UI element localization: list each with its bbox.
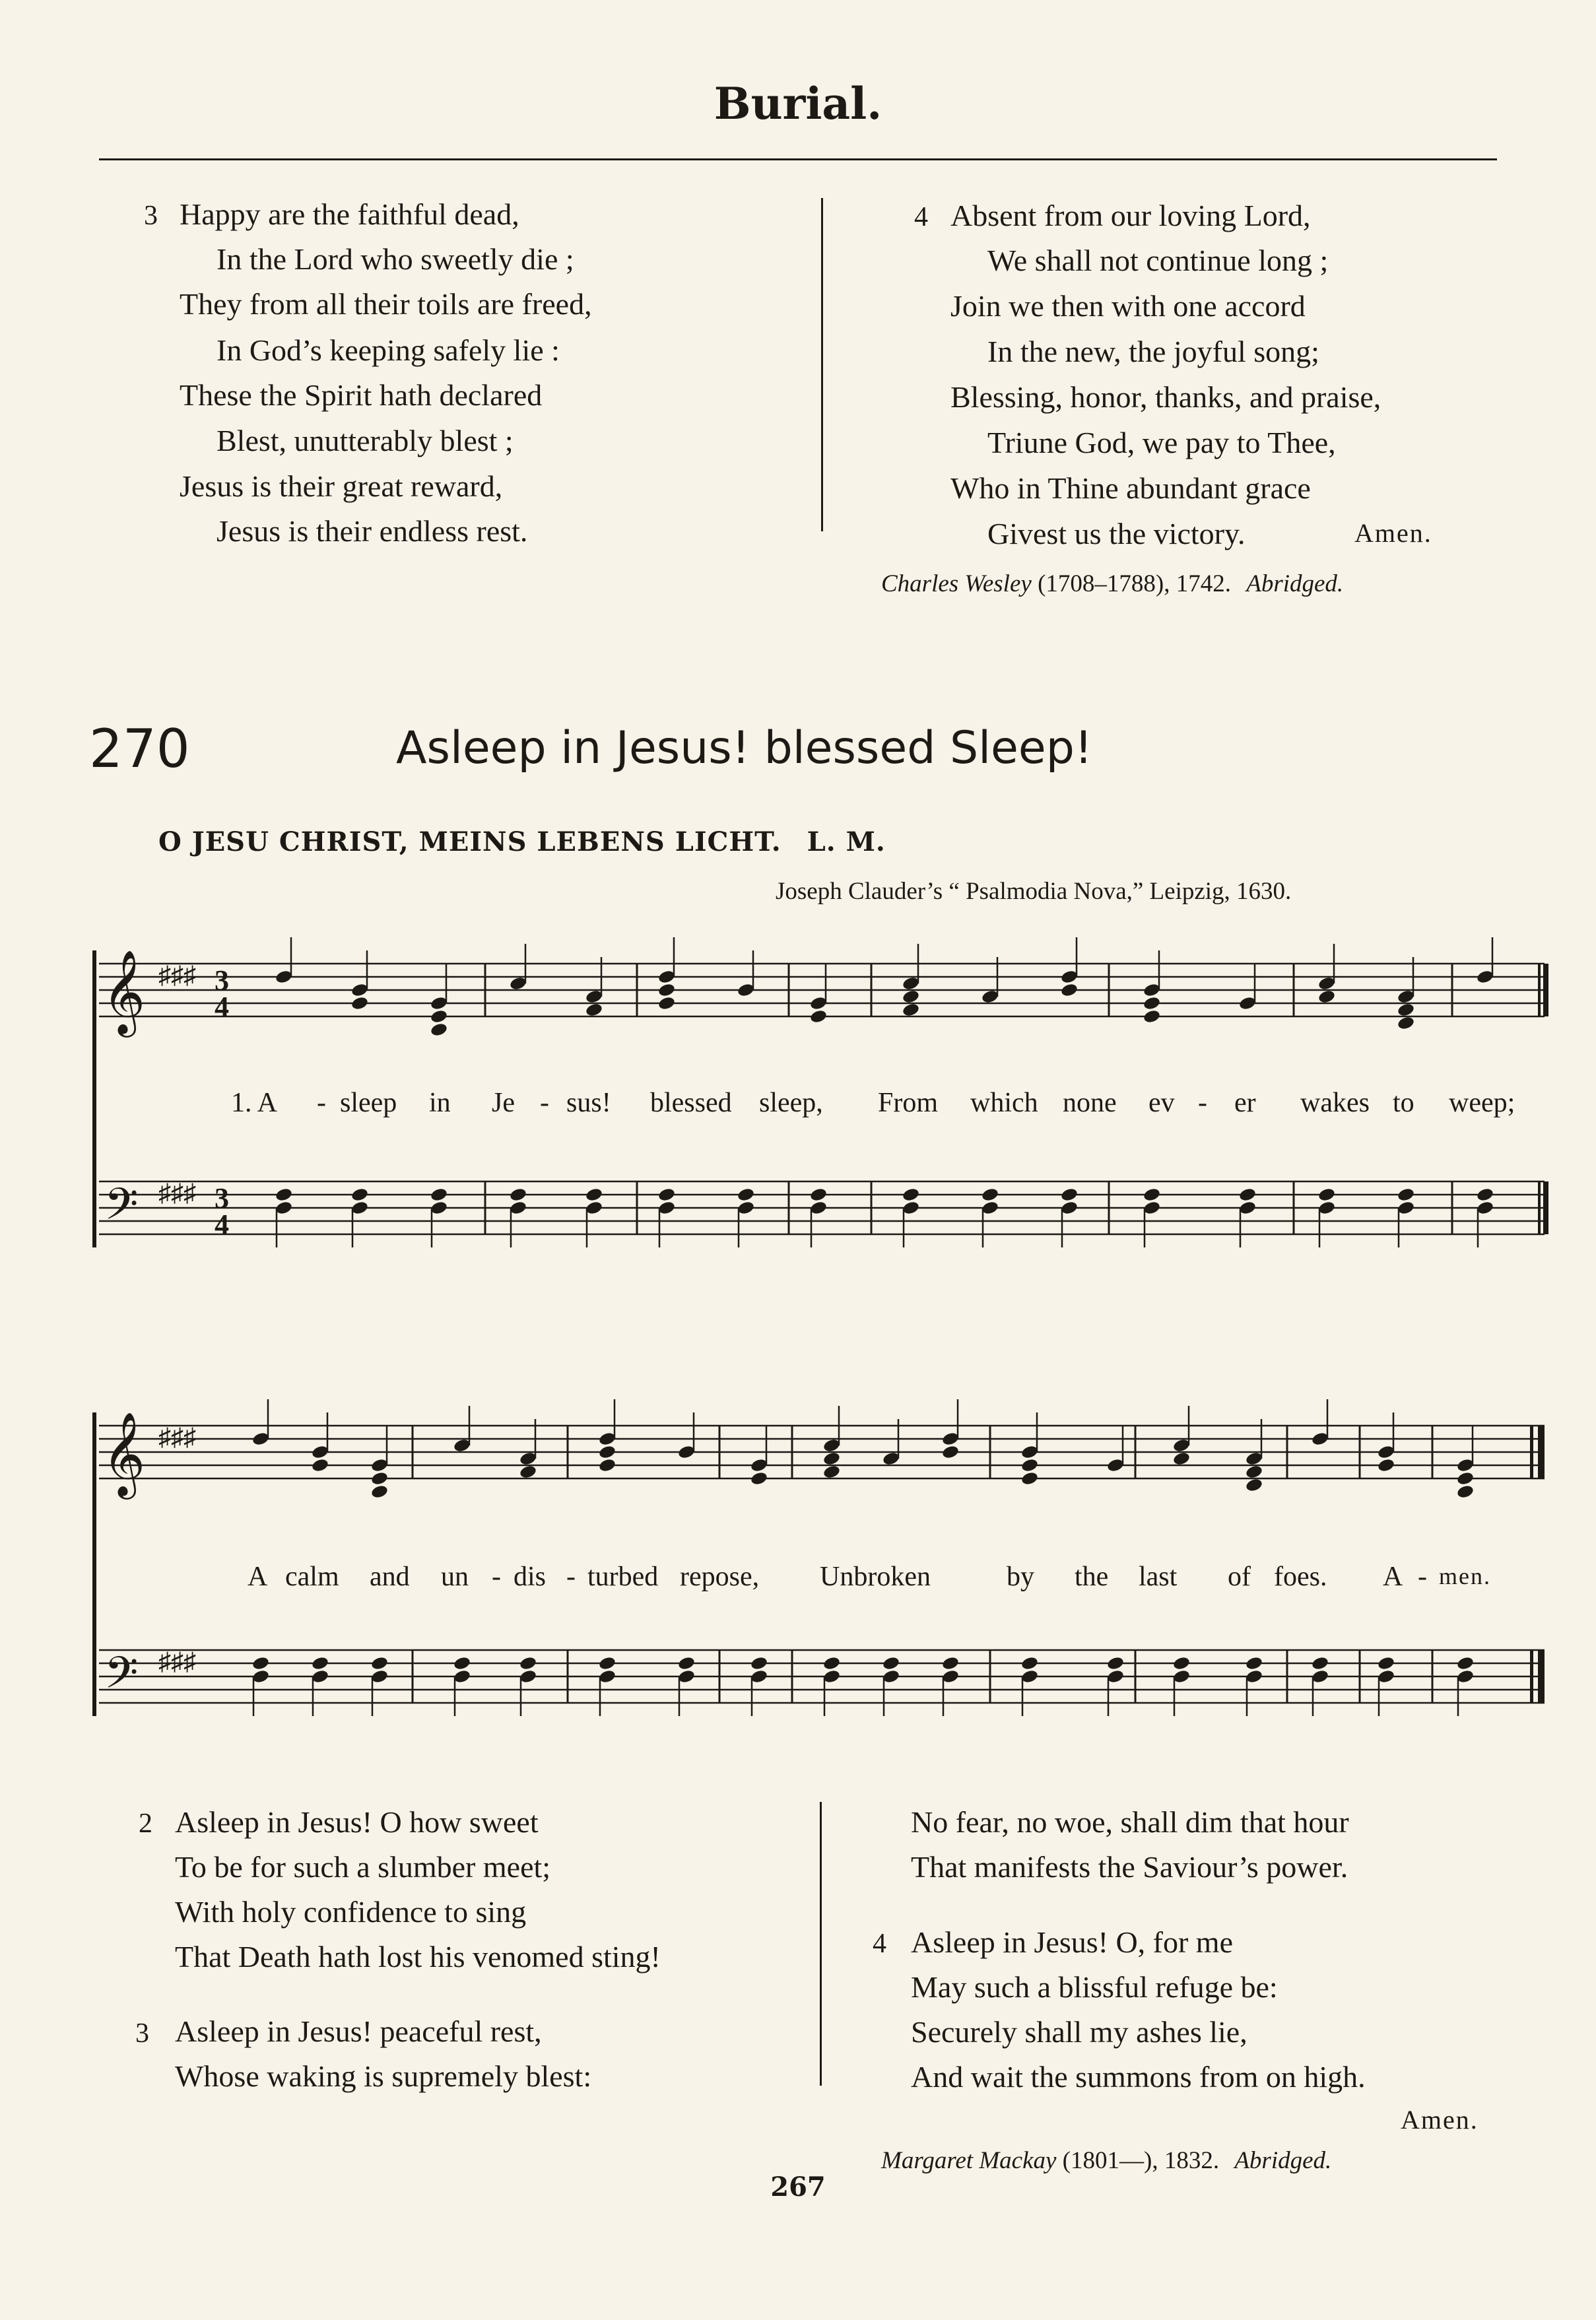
lyric-syllable: - [540,1088,549,1118]
lyric-syllable: sleep [340,1088,397,1118]
verse-line: We shall not continue long ; [987,244,1329,277]
verse-number: 2 [139,1808,152,1839]
verse-number: 3 [135,2018,149,2049]
verse-line: May such a blissful refuge be: [911,1970,1278,2004]
lyric-syllable: by [1007,1562,1034,1592]
note-head [822,1464,841,1479]
key-signature-treble: ♯♯♯ [158,962,196,989]
note-head [275,1187,293,1202]
lyric-syllable: 1. A [231,1088,278,1118]
note-head [598,1444,616,1459]
note-head [1317,1187,1336,1202]
note-head [1397,1002,1415,1017]
note-head [809,1187,828,1202]
note-head [350,1187,369,1202]
lyric-syllable: weep; [1449,1088,1515,1118]
lyric-syllable: the [1075,1562,1109,1592]
lyric-syllable: and [370,1562,410,1592]
verse-line: Asleep in Jesus! O, for me [911,1925,1234,1959]
verse-line: That Death hath lost his venomed sting! [175,1940,661,1973]
lyric-syllable: calm [285,1562,339,1592]
verse-line: And wait the summons from on high. [911,2060,1366,2094]
hymn-number: 270 [89,718,190,779]
note-head [1311,1655,1329,1671]
note-head [657,995,676,1011]
lyric-syllable: - [1418,1562,1427,1592]
note-head [902,989,920,1004]
verse-line: Triune God, we pay to Thee, [987,426,1336,459]
author-name: Margaret Mackay [881,2147,1057,2174]
note-head [1245,1464,1263,1479]
lyric-syllable: of [1228,1562,1251,1592]
note-head [750,1471,768,1486]
note-head [430,1009,448,1024]
note-head [509,1187,527,1202]
author-name: Charles Wesley [881,570,1032,597]
note-head [1476,1187,1494,1202]
note-head [1456,1484,1475,1499]
verse-line: Join we then with one accord [950,289,1306,323]
note-head [370,1655,389,1671]
verse-line: Happy are the faithful dead, [180,197,519,231]
lyric-syllable: - [566,1562,576,1592]
time-signature-bass: 3 [215,1182,229,1214]
note-head [311,1457,329,1473]
note-head [1245,1655,1263,1671]
lyric-syllable: A [248,1562,268,1592]
note-head [1143,1187,1161,1202]
verse-line: In the Lord who sweetly die ; [216,242,574,276]
lyric-syllable: sus! [566,1088,611,1118]
bottom-attribution [881,2148,1331,2173]
note-head [1020,1471,1039,1486]
verse-line: Securely shall my ashes lie, [911,2015,1247,2049]
lyric-syllable: men. [1439,1563,1491,1589]
key-signature-bass: ♯♯♯ [158,1648,196,1676]
verse-line: These the Spirit hath declared [180,378,543,412]
time-signature-treble: 4 [215,991,229,1023]
verse-line: With holy confidence to sing [175,1895,527,1929]
top-attribution [881,572,1343,596]
lyric-syllable: er [1234,1088,1256,1118]
note-head [902,1002,920,1017]
note-head [902,1187,920,1202]
hymn-title: Asleep in Jesus! blessed Sleep! [396,722,1093,774]
lyric-syllable: Unbroken [820,1562,931,1592]
note-head [1060,1187,1079,1202]
verse-line: Givest us the victory. [987,517,1246,550]
note-head [519,1464,537,1479]
note-head [677,1655,696,1671]
note-head [1397,1187,1415,1202]
note-head [1317,989,1336,1004]
abridged-note: Abridged. [1246,570,1344,597]
note-head [737,1187,755,1202]
note-head [1172,1655,1191,1671]
lyric-syllable: From [878,1088,939,1118]
note-head [453,1655,471,1671]
note-head [1245,1477,1263,1492]
note-head [1377,1655,1395,1671]
page-number: 267 [770,2171,826,2203]
tune-name [158,826,886,857]
verse-line: In God’s keeping safely lie : [216,333,560,367]
running-header: Burial. [714,78,882,129]
lyric-syllable: wakes [1300,1088,1370,1118]
note-head [585,1002,603,1017]
verse-line: No fear, no woe, shall dim that hour [911,1805,1349,1839]
note-head [1106,1655,1125,1671]
note-head [370,1484,389,1499]
verse-line: Jesus is their endless rest. [216,514,528,548]
lyric-syllable: repose, [680,1562,760,1592]
column-divider [820,1802,822,2086]
verse-line: Jesus is their great reward, [180,469,503,503]
author-dates: (1708–1788), 1742. [1038,570,1231,597]
note-head [598,1457,616,1473]
note-head [1020,1655,1039,1671]
note-head [585,1187,603,1202]
treble-clef-icon: 𝄞 [102,1411,146,1496]
lyric-syllable: un [441,1562,469,1592]
abridged-note: Abridged. [1234,2147,1332,2174]
header-rule [99,158,1497,160]
column-divider [821,198,823,531]
verse-line: Asleep in Jesus! peaceful rest, [175,2014,542,2048]
verse-line: Blessing, honor, thanks, and praise, [950,380,1381,414]
key-signature-treble: ♯♯♯ [158,1424,196,1451]
note-head [1377,1457,1395,1473]
note-head [822,1451,841,1466]
verse-line: Blest, unutterably blest ; [216,424,514,457]
amen-label: Amen. [1354,518,1432,548]
key-signature-bass: ♯♯♯ [158,1179,196,1207]
note-head [809,1009,828,1024]
lyric-syllable: which [970,1088,1038,1118]
verse-number: 4 [914,202,928,232]
note-head [941,1444,960,1459]
note-head [822,1655,841,1671]
time-signature-treble: 3 [215,964,229,997]
note-head [1143,995,1161,1011]
verse-line: Whose waking is supremely blest: [175,2059,592,2093]
note-head [1060,982,1079,997]
lyric-syllable: sleep, [759,1088,823,1118]
bass-clef-icon: 𝄢 [104,1647,139,1709]
treble-staff [99,964,1545,1016]
verse-line: In the new, the joyful song; [987,335,1319,368]
verse-line: They from all their toils are freed, [180,287,592,321]
note-head [311,1655,329,1671]
tune-title: O JESU CHRIST, MEINS LEBENS LICHT. [158,826,781,857]
note-head [882,1655,900,1671]
lyric-syllable: - [1198,1088,1207,1118]
verse-line: To be for such a slumber meet; [175,1850,551,1884]
note-head [1456,1655,1475,1671]
note-head [1238,1187,1257,1202]
note-head [981,1187,999,1202]
lyric-syllable: Je [492,1088,515,1118]
verse-number: 4 [873,1929,886,1959]
lyric-syllable: foes. [1274,1562,1327,1592]
note-head [1456,1471,1475,1486]
note-head [430,1187,448,1202]
note-head [1397,1015,1415,1030]
note-head [1172,1451,1191,1466]
lyric-syllable: - [492,1562,501,1592]
tune-source: Joseph Clauder’s “ Psalmodia Nova,” Leipzig, 1630. [776,878,1292,905]
lyric-syllable: none [1063,1088,1117,1118]
music-system-2 [0,1393,1596,1762]
verse-line: Who in Thine abundant grace [950,471,1311,505]
time-signature-bass: 4 [215,1209,229,1241]
lyric-syllable: ev [1148,1088,1175,1118]
note-group [251,1399,1475,1716]
treble-clef-icon: 𝄞 [102,949,146,1034]
author-dates: (1801—), 1832. [1062,2147,1220,2174]
verse-line: Asleep in Jesus! O how sweet [175,1805,539,1839]
lyric-syllable: A [1383,1562,1403,1592]
note-head [350,995,369,1011]
note-head [657,982,676,997]
lyric-syllable: last [1139,1562,1178,1592]
note-head [370,1471,389,1486]
amen-label: Amen. [1401,2105,1479,2135]
note-head [750,1655,768,1671]
note-head [1143,1009,1161,1024]
note-head [251,1655,270,1671]
verse-number: 3 [144,201,158,231]
lyric-syllable: turbed [587,1562,659,1592]
lyric-syllable: to [1393,1088,1414,1118]
bass-clef-icon: 𝄢 [104,1179,139,1240]
note-head [430,1022,448,1037]
tune-meter: L. M. [807,826,886,857]
note-head [657,1187,676,1202]
lyric-syllable: - [317,1088,326,1118]
lyric-syllable: in [429,1088,451,1118]
note-head [598,1655,616,1671]
note-head [519,1655,537,1671]
note-head [1020,1457,1039,1473]
verse-line: That manifests the Saviour’s power. [911,1850,1348,1884]
lyric-syllable: blessed [650,1088,732,1118]
verse-line: Absent from our loving Lord, [950,199,1311,232]
lyric-syllable: dis [514,1562,547,1592]
note-head [941,1655,960,1671]
